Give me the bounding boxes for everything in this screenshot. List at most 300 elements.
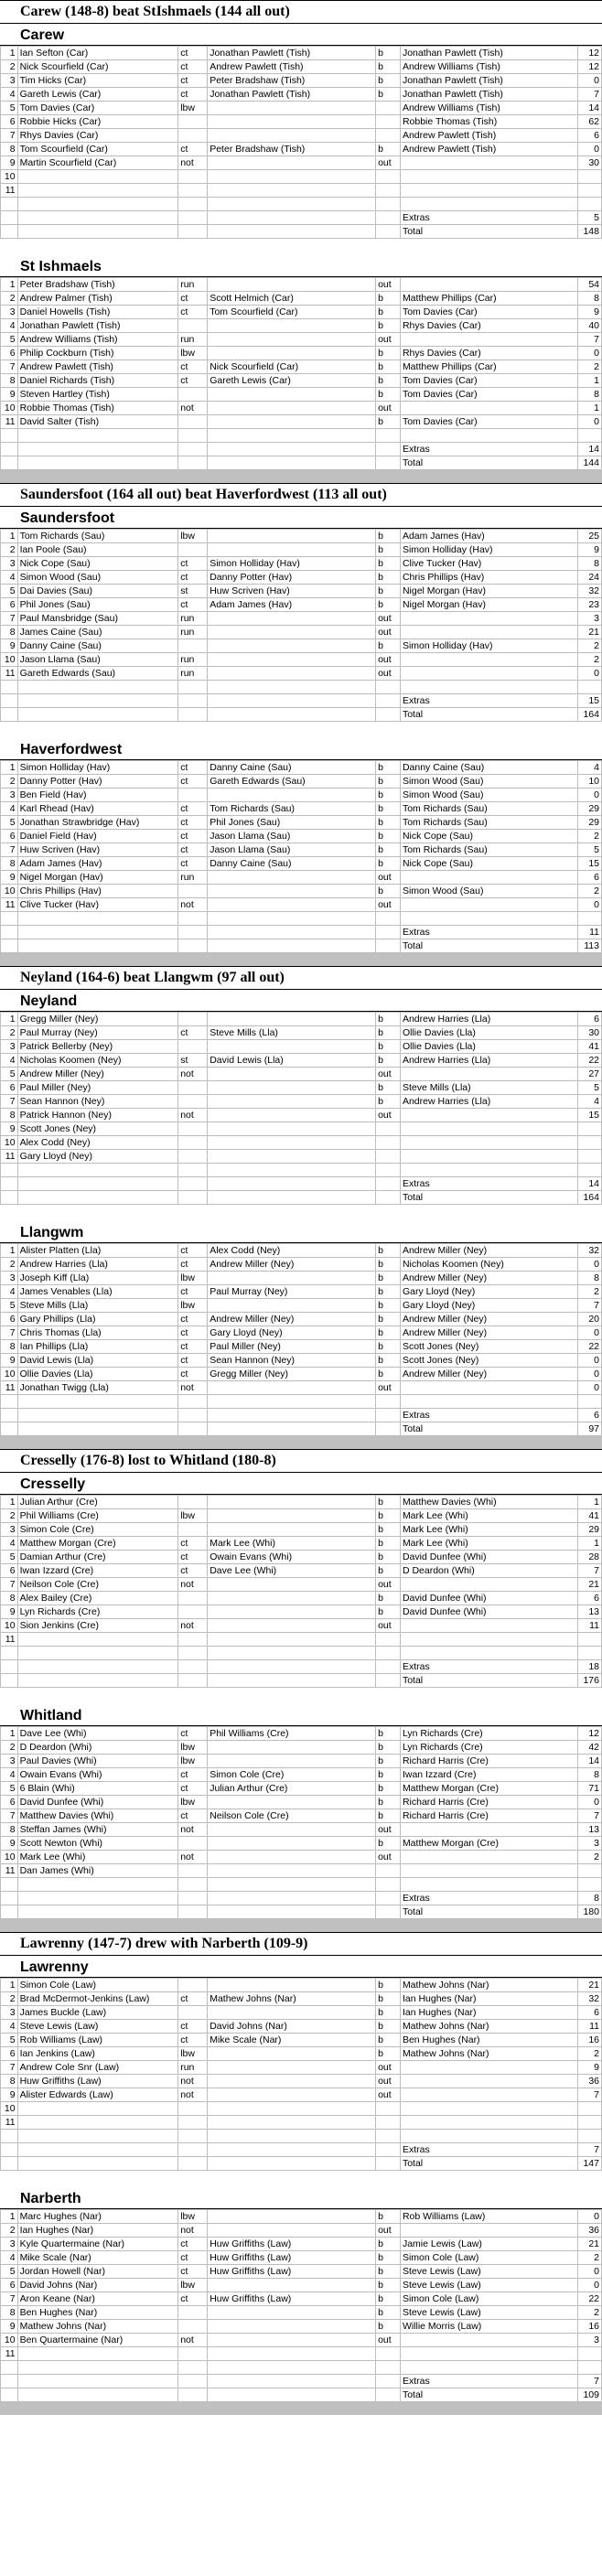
blank-row [1, 1395, 602, 1409]
batsman-name: Ben Field (Hav) [17, 789, 178, 802]
bowler-name: Andrew Miller (Ney) [400, 1244, 577, 1258]
match-title: Cresselly (176-8) lost to Whitland (180-8) [0, 1450, 602, 1473]
bowled-marker: b [376, 1354, 401, 1368]
dismissal-type: run [178, 871, 208, 885]
batsman-name: Andrew Cole Snr (Law) [17, 2061, 178, 2075]
match-title: Neyland (164-6) beat Llangwm (97 all out) [0, 967, 602, 990]
bowled-marker [376, 1136, 401, 1150]
batting-row [1, 2088, 602, 2102]
batsman-name: Ian Jenkins (Law) [17, 2047, 178, 2061]
bowler-name: Rhys Davies (Car) [400, 347, 577, 360]
bowled-marker: b [376, 1992, 401, 2006]
bowler-name: Gary Lloyd (Ney) [400, 1285, 577, 1299]
blank-cell [178, 1164, 208, 1177]
blank-cell [208, 694, 376, 708]
bowler-name: Simon Holliday (Hav) [400, 639, 577, 653]
fielder-name: Andrew Miller (Ney) [208, 1313, 376, 1326]
runs: 13 [578, 1605, 602, 1619]
fielder-name [208, 1864, 376, 1878]
batting-row [1, 1837, 602, 1851]
blank-cell [17, 225, 178, 239]
batting-row [1, 2102, 602, 2116]
team-name: Neyland [0, 990, 602, 1012]
batting-position: 6 [1, 1081, 18, 1095]
total-label: Total [400, 225, 577, 239]
batting-row [1, 1150, 602, 1164]
batting-position: 1 [1, 1979, 18, 1992]
bowler-name: Nick Cope (Sau) [400, 830, 577, 843]
blank-cell [376, 912, 401, 926]
batting-row [1, 1285, 602, 1299]
fielder-name [208, 402, 376, 415]
bowled-marker: out [376, 2334, 401, 2347]
batting-row [1, 1782, 602, 1796]
bowled-marker [376, 1864, 401, 1878]
match-block [0, 0, 602, 483]
batting-row [1, 1095, 602, 1109]
fielder-name [208, 156, 376, 170]
blank-cell [376, 1422, 401, 1436]
bowler-name [400, 667, 577, 681]
bowler-name: David Dunfee (Whi) [400, 1605, 577, 1619]
bowler-name: Jamie Lewis (Law) [400, 2238, 577, 2251]
runs: 0 [578, 1368, 602, 1381]
bowler-name: Lyn Richards (Cre) [400, 1741, 577, 1755]
blank-cell [1, 681, 18, 694]
batting-position: 4 [1, 802, 18, 816]
runs: 0 [578, 2210, 602, 2224]
runs: 71 [578, 1782, 602, 1796]
blank-row [1, 912, 602, 926]
extras-row [1, 1409, 602, 1422]
batsman-name: Andrew Miller (Ney) [17, 1068, 178, 1081]
total-label: Total [400, 939, 577, 953]
blank-cell [17, 2375, 178, 2388]
fielder-name: Adam James (Hav) [208, 598, 376, 612]
blank-cell [208, 2143, 376, 2157]
blank-cell [376, 429, 401, 443]
batting-position: 3 [1, 74, 18, 88]
dismissal-type: ct [178, 1285, 208, 1299]
bowler-name: Mathew Johns (Nar) [400, 2047, 577, 2061]
batsman-name: Phil Williams (Cre) [17, 1509, 178, 1523]
dismissal-type: ct [178, 761, 208, 775]
batting-row [1, 898, 602, 912]
bowled-marker: b [376, 2020, 401, 2034]
blank-cell [1, 1892, 18, 1905]
blank-cell [17, 1177, 178, 1191]
fielder-name [208, 667, 376, 681]
runs [578, 2102, 602, 2116]
bowled-marker: b [376, 2306, 401, 2320]
bowler-name: Matthew Phillips (Car) [400, 360, 577, 374]
fielder-name: Paul Miller (Ney) [208, 1340, 376, 1354]
match-title: Saundersfoot (164 all out) beat Haverfordwest (113 all out) [0, 484, 602, 507]
total-label: Total [400, 2388, 577, 2402]
bowler-name [400, 898, 577, 912]
batting-position: 7 [1, 2292, 18, 2306]
blank-cell [178, 456, 208, 470]
blank-cell [1, 225, 18, 239]
batsman-name: Joseph Kiff (Lla) [17, 1272, 178, 1285]
team-name: Carew [0, 24, 602, 46]
fielder-name [208, 1741, 376, 1755]
runs: 1 [578, 1537, 602, 1551]
bowled-marker: b [376, 2047, 401, 2061]
blank-cell [1, 1905, 18, 1919]
dismissal-type: ct [178, 557, 208, 571]
batsman-name: Steffan James (Whi) [17, 1823, 178, 1837]
blank-cell [17, 2130, 178, 2143]
batsman-name: Julian Arthur (Cre) [17, 1496, 178, 1509]
dismissal-type [178, 2320, 208, 2334]
blank-cell [178, 939, 208, 953]
batsman-name: Martin Scourfield (Car) [17, 156, 178, 170]
batting-row [1, 102, 602, 115]
dismissal-type: not [178, 156, 208, 170]
batting-position: 10 [1, 402, 18, 415]
blank-cell [17, 694, 178, 708]
dismissal-type: lbw [178, 2047, 208, 2061]
blank-cell [208, 1395, 376, 1409]
runs: 2 [578, 885, 602, 898]
runs: 54 [578, 278, 602, 292]
match-separator-band [0, 2402, 602, 2415]
batting-position: 7 [1, 129, 18, 143]
batsman-name: Chris Thomas (Lla) [17, 1326, 178, 1340]
bowled-marker: b [376, 1272, 401, 1285]
bowler-name: Clive Tucker (Hav) [400, 557, 577, 571]
fielder-name [208, 2006, 376, 2020]
blank-cell [1, 708, 18, 722]
dismissal-type [178, 2116, 208, 2130]
fielder-name [208, 184, 376, 198]
batting-row [1, 639, 602, 653]
runs: 15 [578, 857, 602, 871]
batting-position: 9 [1, 639, 18, 653]
batting-position: 4 [1, 2251, 18, 2265]
bowled-marker: b [376, 319, 401, 333]
batting-position: 3 [1, 1755, 18, 1768]
blank-cell [178, 211, 208, 225]
runs: 2 [578, 2306, 602, 2320]
bowler-name: Adam James (Hav) [400, 530, 577, 543]
dismissal-type: ct [178, 1354, 208, 1368]
dismissal-type: lbw [178, 2279, 208, 2292]
bowled-marker: b [376, 1313, 401, 1326]
batting-position: 4 [1, 571, 18, 585]
bowled-marker: b [376, 1299, 401, 1313]
dismissal-type: lbw [178, 1272, 208, 1285]
bowler-name: Andrew Pawlett (Tish) [400, 129, 577, 143]
blank-cell [376, 2361, 401, 2375]
dismissal-type [178, 2102, 208, 2116]
bowled-marker: b [376, 857, 401, 871]
fielder-name [208, 2102, 376, 2116]
fielder-name: Simon Cole (Cre) [208, 1768, 376, 1782]
bowler-name: Simon Wood (Sau) [400, 775, 577, 789]
runs [578, 184, 602, 198]
blank-cell [17, 1660, 178, 1674]
bowler-name: Chris Phillips (Hav) [400, 571, 577, 585]
fielder-name [208, 1068, 376, 1081]
batting-row [1, 74, 602, 88]
batting-row [1, 1381, 602, 1395]
fielder-name [208, 115, 376, 129]
batting-position: 8 [1, 2306, 18, 2320]
bowled-marker: b [376, 2251, 401, 2265]
dismissal-type: not [178, 2334, 208, 2347]
runs: 8 [578, 1768, 602, 1782]
runs: 13 [578, 1823, 602, 1837]
bowler-name: Andrew Miller (Ney) [400, 1368, 577, 1381]
bowler-name [400, 278, 577, 292]
bowler-name [400, 1109, 577, 1122]
batting-position: 2 [1, 1741, 18, 1755]
dismissal-type: run [178, 626, 208, 639]
fielder-name [208, 319, 376, 333]
batting-row [1, 2224, 602, 2238]
dismissal-type: ct [178, 60, 208, 74]
batting-position: 8 [1, 1592, 18, 1605]
batting-position: 11 [1, 667, 18, 681]
bowled-marker: out [376, 402, 401, 415]
batsman-name: Patrick Bellerby (Ney) [17, 1040, 178, 1054]
bowler-name [400, 1619, 577, 1633]
fielder-name [208, 415, 376, 429]
batsman-name: Aron Keane (Nar) [17, 2292, 178, 2306]
bowled-marker [376, 2347, 401, 2361]
batting-row [1, 1979, 602, 1992]
bowled-marker: b [376, 585, 401, 598]
batting-position: 6 [1, 347, 18, 360]
dismissal-type [178, 2006, 208, 2020]
runs: 0 [578, 2279, 602, 2292]
bowler-name [400, 2088, 577, 2102]
blank-cell [17, 2157, 178, 2171]
blank-cell [376, 1409, 401, 1422]
batting-position: 10 [1, 170, 18, 184]
blank-cell [376, 1660, 401, 1674]
batsman-name: Brad McDermot-Jenkins (Law) [17, 1992, 178, 2006]
fielder-name: Huw Griffiths (Law) [208, 2238, 376, 2251]
dismissal-type: ct [178, 306, 208, 319]
blank-cell [1, 1395, 18, 1409]
batting-position: 9 [1, 1837, 18, 1851]
fielder-name [208, 1095, 376, 1109]
runs: 36 [578, 2224, 602, 2238]
runs: 7 [578, 333, 602, 347]
blank-cell [376, 2388, 401, 2402]
fielder-name: Phil Jones (Sau) [208, 816, 376, 830]
blank-cell [208, 456, 376, 470]
runs: 11 [578, 2020, 602, 2034]
extras-value: 8 [578, 1892, 602, 1905]
batting-row [1, 1537, 602, 1551]
batsman-name: Ben Hughes (Nar) [17, 2306, 178, 2320]
batting-position: 8 [1, 143, 18, 156]
bowler-name: Matthew Davies (Whi) [400, 1496, 577, 1509]
bowled-marker: b [376, 761, 401, 775]
extras-value: 6 [578, 1409, 602, 1422]
runs: 29 [578, 802, 602, 816]
total-label: Total [400, 1191, 577, 1205]
blank-cell [1, 939, 18, 953]
bowler-name: Nick Cope (Sau) [400, 857, 577, 871]
batsman-name: Simon Cole (Law) [17, 1979, 178, 1992]
dismissal-type: lbw [178, 1755, 208, 1768]
total-label: Total [400, 708, 577, 722]
bowler-name: Jonathan Pawlett (Tish) [400, 88, 577, 102]
batsman-name [17, 2102, 178, 2116]
match-separator-band [0, 953, 602, 966]
blank-cell [1, 1191, 18, 1205]
bowler-name [400, 2061, 577, 2075]
blank-row [1, 429, 602, 443]
total-row [1, 1191, 602, 1205]
batsman-name: David Johns (Nar) [17, 2279, 178, 2292]
batting-scorecard [0, 277, 602, 470]
runs: 3 [578, 2334, 602, 2347]
bowler-name: Ollie Davies (Lla) [400, 1026, 577, 1040]
total-row [1, 708, 602, 722]
fielder-name: Sean Hannon (Ney) [208, 1354, 376, 1368]
blank-cell [208, 211, 376, 225]
batting-position: 10 [1, 885, 18, 898]
batting-row [1, 2006, 602, 2020]
runs: 8 [578, 388, 602, 402]
batsman-name: Mike Scale (Nar) [17, 2251, 178, 2265]
total-label: Total [400, 1422, 577, 1436]
blank-cell [178, 225, 208, 239]
batsman-name: Andrew Palmer (Tish) [17, 292, 178, 306]
blank-cell [376, 939, 401, 953]
fielder-name [208, 2075, 376, 2088]
dismissal-type: ct [178, 1564, 208, 1578]
batsman-name: Matthew Morgan (Cre) [17, 1537, 178, 1551]
blank-cell [208, 939, 376, 953]
bowled-marker: out [376, 1381, 401, 1395]
batting-position: 9 [1, 1122, 18, 1136]
bowled-marker: b [376, 2292, 401, 2306]
extras-value: 11 [578, 926, 602, 939]
total-value: 144 [578, 456, 602, 470]
blank-row [1, 1878, 602, 1892]
dismissal-type: ct [178, 2238, 208, 2251]
extras-row [1, 1177, 602, 1191]
runs: 0 [578, 667, 602, 681]
bowler-name: Andrew Miller (Ney) [400, 1272, 577, 1285]
fielder-name: Simon Holliday (Hav) [208, 557, 376, 571]
bowler-name: Simon Wood (Sau) [400, 789, 577, 802]
blank-cell [178, 694, 208, 708]
bowled-marker: b [376, 1081, 401, 1095]
match-title: Carew (148-8) beat StIshmaels (144 all out) [0, 1, 602, 24]
blank-cell [1, 2388, 18, 2402]
dismissal-type: ct [178, 1782, 208, 1796]
batting-row [1, 816, 602, 830]
bowler-name: Nicholas Koomen (Ney) [400, 1258, 577, 1272]
blank-cell [208, 225, 376, 239]
batting-position: 9 [1, 2088, 18, 2102]
extras-value: 5 [578, 211, 602, 225]
batsman-name: David Salter (Tish) [17, 415, 178, 429]
bowler-name [400, 2347, 577, 2361]
batting-scorecard [0, 1495, 602, 1688]
bowled-marker: b [376, 802, 401, 816]
bowler-name: Steve Lewis (Law) [400, 2306, 577, 2320]
bowled-marker: b [376, 74, 401, 88]
batting-row [1, 1354, 602, 1368]
fielder-name: Huw Scriven (Hav) [208, 585, 376, 598]
fielder-name: Huw Griffiths (Law) [208, 2292, 376, 2306]
bowled-marker: b [376, 1509, 401, 1523]
dismissal-type [178, 1837, 208, 1851]
fielder-name: Mathew Johns (Nar) [208, 1992, 376, 2006]
batsman-name: Mathew Johns (Nar) [17, 2320, 178, 2334]
bowler-name: Ollie Davies (Lla) [400, 1040, 577, 1054]
dismissal-type [178, 1496, 208, 1509]
dismissal-type: ct [178, 292, 208, 306]
runs: 2 [578, 2251, 602, 2265]
batting-row [1, 2047, 602, 2061]
fielder-name: Andrew Miller (Ney) [208, 1258, 376, 1272]
batting-row [1, 129, 602, 143]
batting-position: 5 [1, 333, 18, 347]
dismissal-type: ct [178, 374, 208, 388]
dismissal-type: ct [178, 775, 208, 789]
batsman-name: Alister Platten (Lla) [17, 1244, 178, 1258]
blank-cell [208, 1164, 376, 1177]
runs: 21 [578, 1979, 602, 1992]
blank-cell [208, 1674, 376, 1688]
batting-row [1, 1619, 602, 1633]
total-row [1, 225, 602, 239]
batting-position: 11 [1, 415, 18, 429]
bowler-name [400, 170, 577, 184]
runs: 20 [578, 1313, 602, 1326]
bowler-name: Steve Lewis (Law) [400, 2265, 577, 2279]
runs: 4 [578, 1095, 602, 1109]
batting-position: 4 [1, 1537, 18, 1551]
bowled-marker: b [376, 306, 401, 319]
total-value: 97 [578, 1422, 602, 1436]
blank-cell [208, 681, 376, 694]
bowled-marker: b [376, 1054, 401, 1068]
batsman-name: Steve Mills (Lla) [17, 1299, 178, 1313]
bowled-marker: b [376, 1496, 401, 1509]
bowler-name: Tom Richards (Sau) [400, 802, 577, 816]
blank-cell [400, 912, 577, 926]
bowler-name: Tom Davies (Car) [400, 388, 577, 402]
extras-label: Extras [400, 1892, 577, 1905]
batting-position: 4 [1, 1285, 18, 1299]
dismissal-type [178, 1095, 208, 1109]
batsman-name: Gareth Lewis (Car) [17, 88, 178, 102]
blank-cell [178, 1191, 208, 1205]
dismissal-type: ct [178, 2034, 208, 2047]
batting-row [1, 1496, 602, 1509]
blank-cell [376, 1647, 401, 1660]
bowled-marker: b [376, 360, 401, 374]
batting-row [1, 1068, 602, 1081]
fielder-name [208, 1578, 376, 1592]
total-value: 113 [578, 939, 602, 953]
blank-cell [208, 1892, 376, 1905]
runs: 14 [578, 1755, 602, 1768]
batting-position: 2 [1, 2224, 18, 2238]
batting-row [1, 802, 602, 816]
